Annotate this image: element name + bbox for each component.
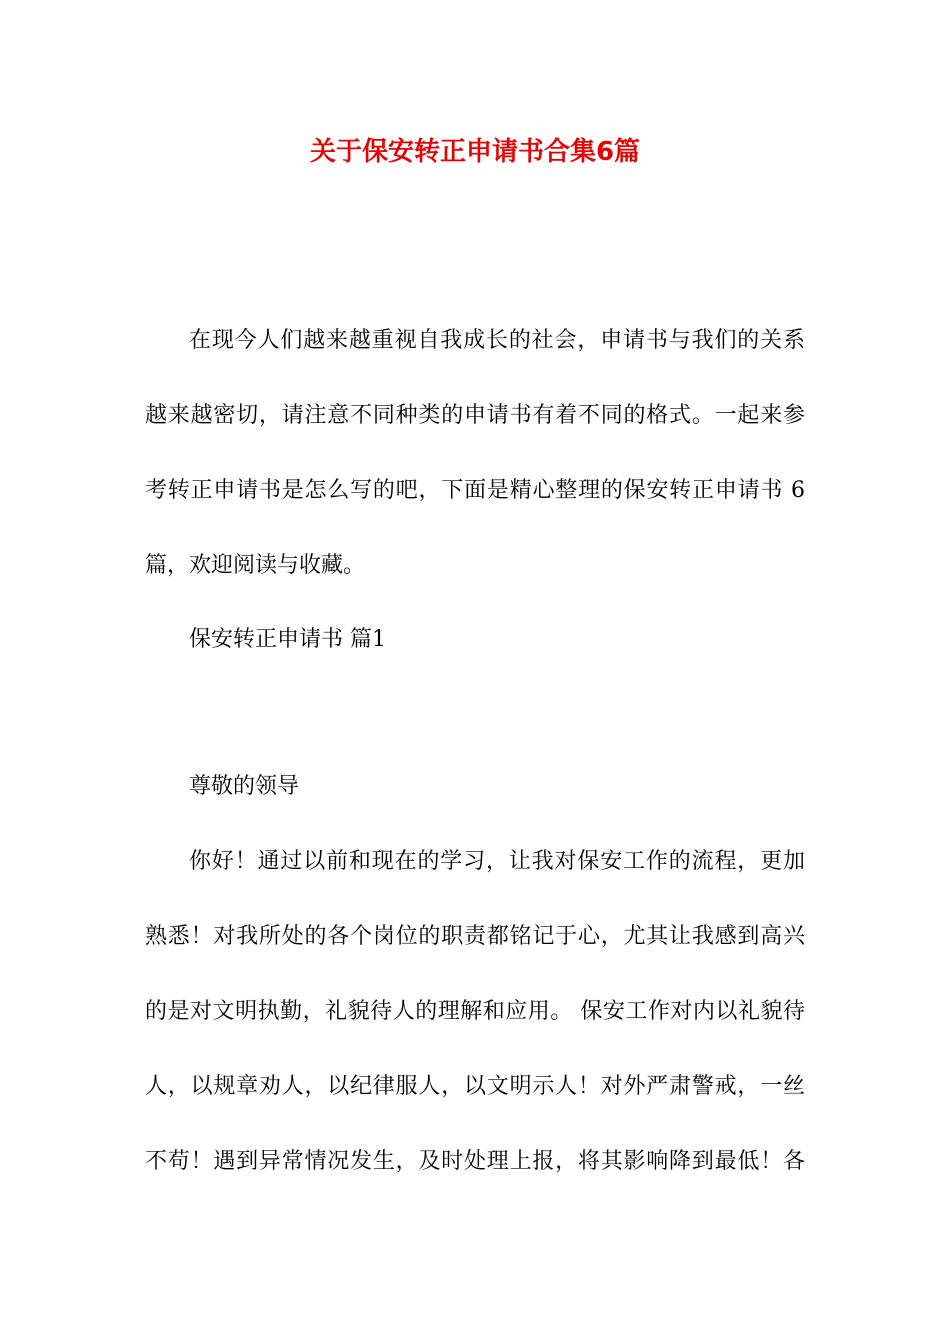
intro-line-3: 考转正申请书是怎么写的吧，下面是精心整理的保安转正申请书 6 xyxy=(145,478,805,503)
section-heading: 保安转正申请书 篇1 xyxy=(189,627,386,652)
salutation: 尊敬的领导 xyxy=(189,774,300,799)
body-line-2: 熟悉！对我所处的各个岗位的职责都铭记于心，尤其让我感到高兴 xyxy=(145,924,805,949)
document-title: 关于保安转正申请书合集6篇 xyxy=(309,137,641,167)
body-line-1: 你好！通过以前和现在的学习，让我对保安工作的流程，更加 xyxy=(189,849,805,874)
body-line-5: 不苟！遇到异常情况发生，及时处理上报，将其影响降到最低！各 xyxy=(145,1149,805,1174)
body-line-4: 人，以规章劝人，以纪律服人，以文明示人！对外严肃警戒，一丝 xyxy=(145,1074,805,1099)
intro-line-1: 在现今人们越来越重视自我成长的社会，申请书与我们的关系 xyxy=(189,328,805,353)
intro-line-4: 篇，欢迎阅读与收藏。 xyxy=(145,553,366,578)
intro-line-2: 越来越密切，请注意不同种类的申请书有着不同的格式。一起来参 xyxy=(145,403,805,428)
body-line-3: 的是对文明执勤，礼貌待人的理解和应用。 保安工作对内以礼貌待 xyxy=(145,999,805,1024)
